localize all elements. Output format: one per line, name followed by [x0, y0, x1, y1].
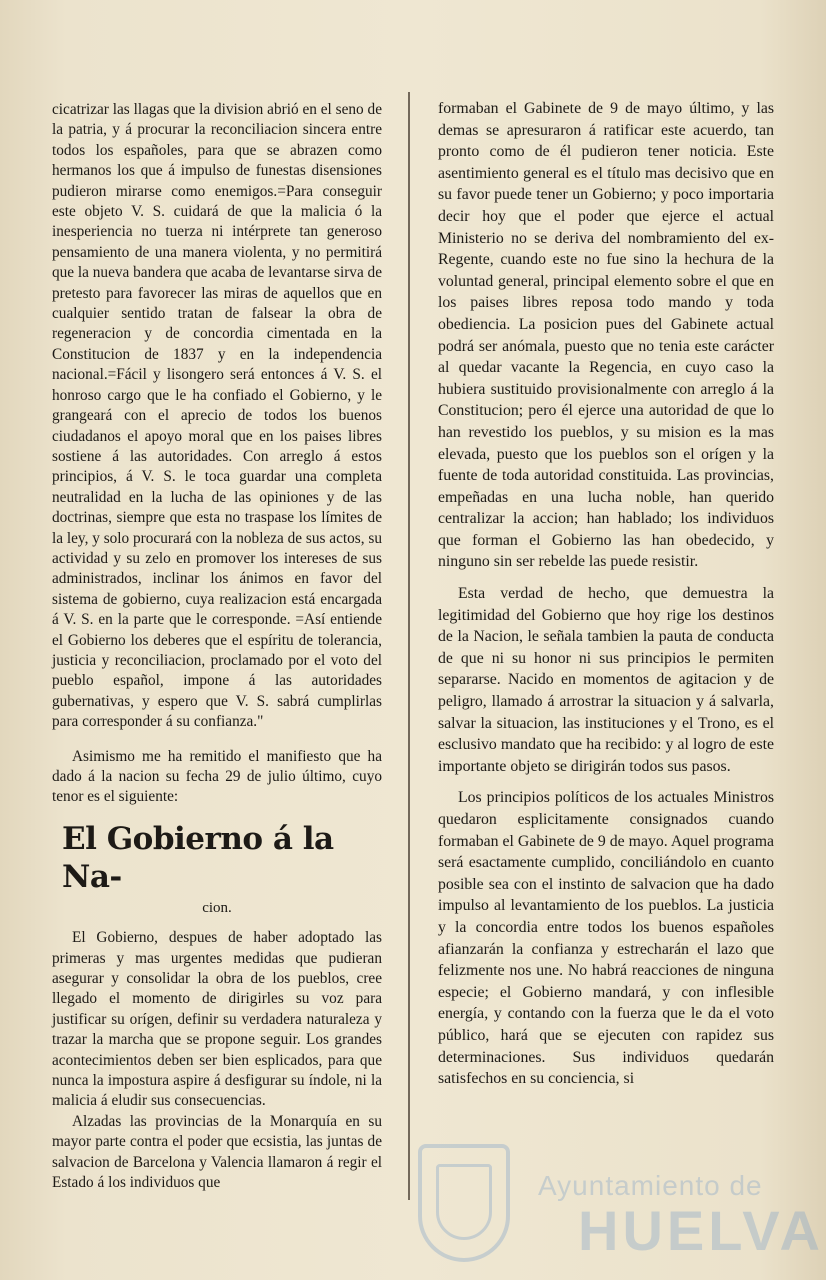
right-paragraph-1: formaban el Gabinete de 9 de mayo último, y las demas se apresuraron á ratificar este acuerdo, tan pronto como de él pudieron tener noticia. Este asentimiento general es el título mas decisivo que en su favor puede tener un Gobierno; y poco importaria decir hoy que el poder que ejerce el actual Ministerio no se deriva del nombramiento del ex-Regente, cuando este no fue sino la hechura de la voluntad general, principal elemento sobre el que en los paises libres reposa todo mando y toda obediencia. La posicion pues del Gabinete actual podrá ser anómala, puesto que no tenia este carácter al quedar vacante la Regencia, en cuyo caso la hubiera sustituido provisionalmente con arreglo á la Constitucion; pero él ejerce una autoridad de que lo han revestido los pueblos, y su mision es la mas elevada, puesto que los pueblos son el orígen y la fuente de toda autoridad constituida. Las provincias, empeñadas en una lucha noble, han querido centralizar la accion; han hablado; los individuos que forman el Gobierno las han obedecido, y ninguno sin ser rebelde las puede resistir. — [438, 100, 774, 571]
right-column — [438, 98, 774, 1090]
column-divider — [408, 92, 410, 1200]
section-heading-tail: cion. — [202, 899, 232, 916]
left-paragraph-4: Alzadas las provincias de la Monarquía en su mayor parte contra el poder que ecsistia, las juntas de salvacion de Barcelona y Valencia llamaron á regir el Estado á los individuos que — [52, 1112, 382, 1192]
right-paragraph-2: Esta verdad de hecho, que demuestra la legitimidad del Gobierno que hoy rige los destinos de la Nacion, le señala tambien la pauta de conducta de que ni su honor ni sus principios le permiten separarse. Nacido en momentos de agitacion y de peligro, llamado á arrostrar la situacion y á salvarla, salvar la situacion, las instituciones y el Trono, es el esclusivo mandato que ha recibido: y al logro de este importante objeto se dirigirán todos sus pasos. — [438, 585, 774, 775]
coat-of-arms-icon — [418, 1144, 510, 1262]
section-heading: El Gobierno á la Na- — [62, 820, 334, 895]
archive-watermark — [418, 1140, 824, 1270]
right-paragraph-3: Los principios políticos de los actuales Ministros quedaron esplicitamente consignados cuando formaban el Gabinete de 9 de mayo. Aquel programa será esactamente cumplido, conciliándolo en cuanto posible sea con el instinto de salvacion que ha dado impulso al levantamiento de los pueblos. La justicia y la concordia entre todos los buenos españoles afianzarán la confianza y estrecharán el lazo que felizmente nos une. No habrá reacciones de ninguna especie; el Gobierno mandará, y con inflesible energía, y contando con la fuerza que le da el voto público, hará que se ejecuten con rapidez sus determinaciones. Sus individuos quedarán satisfechos en su conciencia, si — [438, 789, 774, 1088]
left-paragraph-2: Asimismo me ha remitido el manifiesto que ha dado á la nacion su fecha 29 de julio último, cuyo tenor es el siguiente: — [52, 747, 382, 806]
watermark-line-1: Ayuntamiento de — [538, 1170, 763, 1201]
left-column — [52, 100, 382, 1194]
watermark-line-2: HUELVA — [578, 1199, 824, 1262]
left-paragraph-3: El Gobierno, despues de haber adoptado las primeras y mas urgentes medidas que pudieran asegurar y consolidar la obra de los pueblos, cree llegado el momento de dirigirles su voz para justificar su orígen, definir su verdadera naturaleza y trazar la marcha que se propone seguir. Los grandes acontecimientos deben ser bien esplicados, para que nunca la impostura aspire á desfigurar su índole, ni la malicia á eludir sus consecuencias. — [52, 929, 382, 1110]
left-paragraph-1: cicatrizar las llagas que la division abrió en el seno de la patria, y á procurar la reconciliacion sincera entre todos los españoles, para que se abrazen como hermanos los que á impulso de funestas disensiones pudieron mirarse como enemigos.=Para conseguir este objeto V. S. cuidará de que la malicia ó la inesperiencia no tuerza ni intérprete tan generoso pensamiento de una manera violenta, y no permitirá que la nueva bandera que acaba de levantarse sirva de pretesto para favorecer las miras de aquellos que en cualquier sentido tratan de falsear la obra de regeneracion y de concordia cimentada en la Constitucion de 1837 y en la independencia nacional.=Fácil y lisongero será entonces á V. S. el honroso cargo que le ha confiado el Gobierno, y le grangeará con el aprecio de todos los buenos ciudadanos el apoyo moral que en los paises libres sostiene á las autoridades. Con arreglo á estos principios, á V. S. le toca guardar una completa neutralidad en la lucha de las opiniones y de las doctrinas, siempre que esta no traspase los límites de la ley, y solo procurará con la nobleza de sus actos, su actividad y su zelo en promover los intereses de sus administrados, inclinar los ánimos en favor del sistema de gobierno, cuya realizacion está encargada á V. S. en la parte que le corresponde. =Así entiende el Gobierno los deberes que el espíritu de tolerancia, justicia y reconciliacion, proclamado por el voto del pueblo español, impone á las autoridades gubernativas, y espero que V. S. sabrá cumplirlas para corresponder á su confianza." — [52, 101, 382, 731]
